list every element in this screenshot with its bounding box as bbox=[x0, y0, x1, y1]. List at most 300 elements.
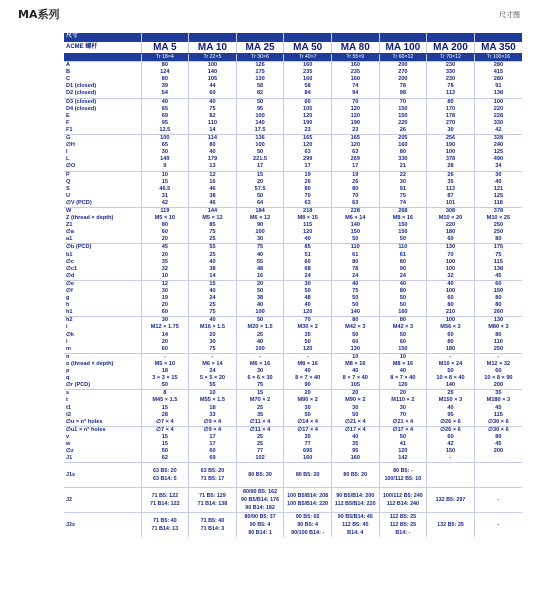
table-cell: 695 bbox=[284, 448, 332, 455]
table-cell: 45 bbox=[474, 273, 522, 281]
table-row bbox=[64, 62, 522, 70]
table-cell: M16 × 1.5 bbox=[189, 324, 237, 331]
table-cell: 30 bbox=[236, 368, 284, 375]
row-label: h1 bbox=[66, 309, 73, 316]
table-cell: 45 bbox=[141, 244, 189, 252]
table-cell: ∅21 × 4 bbox=[331, 419, 379, 427]
table-cell: 40 bbox=[379, 368, 427, 375]
table-cell: M8 × 16 bbox=[379, 361, 427, 368]
table-cell: ∅7 × 4 bbox=[141, 419, 189, 427]
header-row bbox=[64, 33, 522, 42]
table-cell: 78 bbox=[331, 266, 379, 273]
table-cell: 115 bbox=[284, 222, 332, 229]
table-cell: 50 bbox=[331, 332, 379, 339]
table-cell: ∅9 × 4 bbox=[189, 426, 237, 434]
table-cell: 30 bbox=[284, 405, 332, 412]
table-cell: 250 bbox=[474, 222, 522, 229]
table-cell: M5 × 10 bbox=[141, 215, 189, 222]
table-cell: 230 bbox=[427, 62, 475, 70]
table-cell: 80 B5: 20 bbox=[284, 463, 332, 488]
table-cell: M10 × 25 bbox=[474, 215, 522, 222]
table-cell: 330 bbox=[474, 120, 522, 127]
row-label: Q bbox=[66, 178, 71, 185]
table-cell: 75 bbox=[236, 382, 284, 390]
table-cell: 100 bbox=[427, 149, 475, 156]
table-cell: 45 bbox=[474, 441, 522, 448]
table-row bbox=[64, 193, 522, 200]
table-cell: 230 bbox=[427, 76, 475, 83]
row-label: ∅b (PCD) bbox=[64, 244, 141, 252]
table-cell: 74 bbox=[331, 83, 379, 90]
table-cell: 26 bbox=[427, 171, 475, 179]
table-cell: 22 bbox=[379, 171, 427, 179]
table-cell: 30 bbox=[189, 339, 237, 346]
table-cell: 110 bbox=[189, 120, 237, 127]
table-row bbox=[64, 163, 522, 171]
table-cell: 235 bbox=[331, 69, 379, 76]
row-label: n bbox=[64, 353, 141, 361]
row-label: h bbox=[66, 302, 70, 309]
table-cell: 140 bbox=[236, 120, 284, 127]
table-cell: 140 bbox=[331, 222, 379, 229]
table-cell: 40 bbox=[284, 236, 332, 244]
table-cell: - bbox=[141, 353, 189, 361]
table-cell: M70 × 2 bbox=[236, 397, 284, 404]
table-cell: 80 bbox=[474, 332, 522, 339]
table-cell: 80 B5: 20 bbox=[331, 463, 379, 488]
table-cell: 35 bbox=[331, 441, 379, 448]
row-label: q bbox=[66, 375, 70, 382]
table-cell: 14 bbox=[189, 273, 237, 281]
table-cell: 10 bbox=[379, 353, 427, 361]
table-cell: 160 bbox=[284, 62, 332, 70]
table-cell: 60 bbox=[474, 368, 522, 375]
header-cell bbox=[379, 33, 427, 42]
table-cell: 378 bbox=[427, 156, 475, 163]
table-cell: 50 bbox=[331, 302, 379, 309]
table-cell: 130 bbox=[331, 346, 379, 354]
table-cell: 250 bbox=[474, 229, 522, 236]
table-row bbox=[64, 222, 522, 229]
table-cell: 120 bbox=[379, 448, 427, 455]
row-label: G bbox=[64, 135, 141, 143]
table-cell: 84 bbox=[284, 90, 332, 98]
header-cell bbox=[331, 33, 379, 42]
table-cell: 60 bbox=[427, 434, 475, 441]
table-cell: 55 bbox=[236, 259, 284, 266]
table-cell: 16 bbox=[236, 273, 284, 281]
table-cell: 85 bbox=[189, 222, 237, 229]
table-cell: 200 bbox=[474, 448, 522, 455]
table-cell: 80 bbox=[331, 259, 379, 266]
table-cell: 160 bbox=[284, 455, 332, 463]
table-cell: 60 bbox=[379, 339, 427, 346]
table-cell: 120 bbox=[284, 142, 332, 149]
table-cell: 120 bbox=[331, 113, 379, 120]
table-cell: 38 bbox=[189, 266, 237, 273]
table-cell: M45 × 1.5 bbox=[141, 397, 189, 404]
table-cell: 38 bbox=[236, 295, 284, 302]
table-row-tall bbox=[64, 463, 522, 488]
table-cell: 269 bbox=[331, 156, 379, 163]
table-cell: 17 bbox=[189, 434, 237, 441]
table-cell: 175 bbox=[236, 69, 284, 76]
table-cell: 328 bbox=[474, 135, 522, 143]
row-label: J1s bbox=[64, 463, 141, 488]
row-label: p bbox=[66, 368, 70, 375]
table-cell: 235 bbox=[284, 69, 332, 76]
table-cell: 299 bbox=[284, 156, 332, 163]
table-row bbox=[64, 259, 522, 266]
table-cell: M90 × 2 bbox=[331, 397, 379, 404]
table-cell: 19 bbox=[331, 171, 379, 179]
table-cell: 119 bbox=[141, 207, 189, 215]
table-cell: 40 bbox=[427, 280, 475, 288]
table-cell: 60 bbox=[141, 346, 189, 354]
row-label: ∅u × n° holes bbox=[66, 418, 103, 425]
table-cell: 112 B5: 25 112 B5: 25 B14: - bbox=[379, 513, 427, 538]
table-cell: 113 bbox=[427, 186, 475, 193]
table-row bbox=[64, 215, 522, 222]
table-cell: 24 bbox=[331, 273, 379, 281]
row-label: ∅V (PCD) bbox=[66, 199, 92, 206]
table-cell: 100/112 B5: 240 112 B14: 240 bbox=[379, 488, 427, 513]
row-label: a1 bbox=[66, 236, 73, 243]
table-row bbox=[64, 397, 522, 404]
table-row bbox=[64, 179, 522, 186]
row-label: ∅a bbox=[66, 229, 74, 236]
table-cell: 54 bbox=[141, 90, 189, 98]
table-cell: 24 bbox=[189, 368, 237, 375]
table-cell: 25 bbox=[189, 252, 237, 259]
table-row bbox=[64, 83, 522, 90]
page-title: MA系列 bbox=[18, 8, 60, 21]
thread-spec: Tr 40×7 bbox=[284, 54, 332, 62]
table-row bbox=[64, 390, 522, 398]
table-row bbox=[64, 207, 522, 215]
table-cell: 20 bbox=[236, 280, 284, 288]
table-cell: 42 bbox=[141, 200, 189, 208]
table-cell: 60 bbox=[427, 295, 475, 302]
table-cell: 200 bbox=[379, 62, 427, 70]
table-cell: 140 bbox=[331, 309, 379, 317]
table-cell: 23 bbox=[331, 127, 379, 135]
table-cell: 40 bbox=[331, 434, 379, 441]
table-row bbox=[64, 375, 522, 382]
table-cell: ∅17 × 4 bbox=[331, 426, 379, 434]
table-cell: 150 bbox=[379, 222, 427, 229]
table-cell: 80 bbox=[379, 149, 427, 156]
table-cell: 95 bbox=[236, 106, 284, 113]
table-cell: ∅7 × 4 bbox=[141, 426, 189, 434]
row-label: v bbox=[66, 433, 70, 440]
table-cell: ∅17 × 4 bbox=[379, 426, 427, 434]
table-cell: 190 bbox=[284, 120, 332, 127]
table-cell: 10 × 8 × 90 bbox=[474, 375, 522, 382]
table-cell: ∅17 × 4 bbox=[284, 426, 332, 434]
table-cell: 50 bbox=[284, 288, 332, 295]
table-cell: 50 bbox=[236, 193, 284, 200]
row-label: ∅O bbox=[66, 163, 76, 170]
row-label: o (thread × depth) bbox=[66, 360, 114, 367]
table-cell: 30 bbox=[379, 405, 427, 412]
table-cell: 80 bbox=[141, 222, 189, 229]
table-cell: M5 × 10 bbox=[141, 361, 189, 368]
table-cell: 160 bbox=[331, 455, 379, 463]
row-label: l bbox=[66, 338, 68, 345]
row-label: ∅c bbox=[66, 258, 74, 265]
table-cell: 60 bbox=[474, 280, 522, 288]
table-cell: 12.5 bbox=[141, 127, 189, 135]
table-cell: 40 bbox=[474, 179, 522, 186]
table-cell: ∅26 × 6 bbox=[427, 426, 475, 434]
table-row bbox=[64, 455, 522, 463]
table-cell: 75 bbox=[474, 252, 522, 259]
table-row bbox=[64, 236, 522, 244]
table-cell: 30 bbox=[141, 149, 189, 156]
table-cell: 44 bbox=[189, 83, 237, 90]
table-cell: 75 bbox=[189, 106, 237, 113]
table-cell: 45 bbox=[474, 405, 522, 412]
table-cell: 50 bbox=[236, 288, 284, 295]
row-label: ∅c1 bbox=[66, 265, 78, 272]
table-cell: 80 bbox=[427, 98, 475, 106]
table-cell: 25 bbox=[427, 390, 475, 398]
table-cell: 6 × 6 × 30 bbox=[236, 375, 284, 382]
row-label: t1 bbox=[66, 404, 71, 411]
model-name: MA 350 bbox=[474, 42, 522, 54]
table-cell: 26 bbox=[379, 127, 427, 135]
table-cell: M6 × 14 bbox=[331, 215, 379, 222]
table-cell: 102 bbox=[236, 455, 284, 463]
table-cell: 69 bbox=[189, 455, 237, 463]
table-cell: 8 × 7 × 40 bbox=[331, 375, 379, 382]
table-cell: M42 × 3 bbox=[331, 324, 379, 331]
table-cell: 60 bbox=[189, 448, 237, 455]
table-cell: 30 bbox=[236, 236, 284, 244]
table-cell: 15 bbox=[236, 390, 284, 398]
table-cell: 75 bbox=[189, 346, 237, 354]
table-cell bbox=[474, 463, 522, 488]
table-cell: 100 bbox=[427, 259, 475, 266]
table-cell: 8 bbox=[141, 390, 189, 398]
header-cell bbox=[474, 33, 522, 42]
table-cell: 50 bbox=[379, 236, 427, 244]
table-cell: 82 bbox=[236, 90, 284, 98]
table-cell: 40 bbox=[189, 317, 237, 325]
table-cell: 25 bbox=[236, 441, 284, 448]
table-cell: 120 bbox=[284, 346, 332, 354]
table-cell: 125 bbox=[474, 193, 522, 200]
table-cell: 170 bbox=[427, 106, 475, 113]
table-row bbox=[64, 324, 522, 331]
table-cell: 120 bbox=[331, 106, 379, 113]
table-cell: 280 bbox=[474, 62, 522, 70]
row-label: F bbox=[66, 119, 70, 126]
model-name: MA 100 bbox=[379, 42, 427, 54]
header-cell bbox=[141, 33, 189, 42]
table-cell: 100 bbox=[474, 98, 522, 106]
model-name: MA 25 bbox=[236, 42, 284, 54]
table-cell: 160 bbox=[331, 76, 379, 83]
table-cell: 138 bbox=[474, 90, 522, 98]
table-cell: 268 bbox=[379, 207, 427, 215]
table-cell: 105 bbox=[331, 382, 379, 390]
table-cell: M8 × 16 bbox=[284, 361, 332, 368]
table-cell: 35 bbox=[284, 332, 332, 339]
table-row bbox=[64, 295, 522, 302]
table-cell bbox=[474, 455, 522, 463]
table-cell: 124 bbox=[141, 69, 189, 76]
table-cell: 8 × 7 × 40 bbox=[379, 375, 427, 382]
table-cell: 78 bbox=[427, 83, 475, 90]
row-label: g bbox=[66, 295, 70, 302]
table-cell: 16 bbox=[189, 179, 237, 186]
table-cell: 221.5 bbox=[236, 156, 284, 163]
table-cell: 180 bbox=[427, 229, 475, 236]
table-cell: 165 bbox=[331, 135, 379, 143]
table-cell: 100 bbox=[236, 142, 284, 149]
table-cell: 80 bbox=[379, 288, 427, 295]
table-cell: 40 bbox=[331, 368, 379, 375]
model-row bbox=[64, 42, 522, 54]
table-cell: 50 bbox=[236, 98, 284, 106]
table-cell: M6 × 14 bbox=[189, 361, 237, 368]
row-label: L bbox=[66, 156, 70, 163]
table-cell: 100 bbox=[236, 229, 284, 236]
table-cell: 30 bbox=[284, 280, 332, 288]
table-cell: 10 bbox=[331, 353, 379, 361]
thread-spec: Tr 70×12 bbox=[427, 54, 475, 62]
table-cell: - bbox=[284, 353, 332, 361]
table-row bbox=[64, 266, 522, 273]
row-label: Z1 bbox=[66, 222, 73, 229]
table-cell: 70 bbox=[379, 98, 427, 106]
table-cell: 48 bbox=[236, 266, 284, 273]
table-cell: 100 bbox=[427, 266, 475, 273]
table-cell: 130 bbox=[236, 76, 284, 83]
table-cell: 150 bbox=[427, 448, 475, 455]
table-cell: 40 bbox=[236, 339, 284, 346]
row-label: W bbox=[64, 207, 141, 215]
table-cell: 80 bbox=[331, 186, 379, 193]
table-cell: 50 bbox=[379, 295, 427, 302]
table-cell: 26 bbox=[331, 179, 379, 186]
table-cell: 63 B5: 20 71 B5: 17 bbox=[189, 463, 237, 488]
row-label: ∅e bbox=[64, 280, 141, 288]
row-label: ∅u1 × n° holes bbox=[64, 426, 141, 434]
row-label: ∅k bbox=[66, 331, 74, 338]
table-cell: 80 bbox=[141, 76, 189, 83]
table-cell: 31 bbox=[141, 193, 189, 200]
table-cell: 149 bbox=[141, 156, 189, 163]
table-row bbox=[64, 368, 522, 375]
table-cell: M110 × 2 bbox=[379, 397, 427, 404]
table-cell: 50 bbox=[236, 149, 284, 156]
table-cell: 90 bbox=[236, 222, 284, 229]
table-cell: 20 bbox=[141, 236, 189, 244]
table-cell: 42 bbox=[427, 441, 475, 448]
table-cell: 378 bbox=[474, 207, 522, 215]
table-cell: 20 bbox=[236, 179, 284, 186]
table-cell: 48 bbox=[284, 295, 332, 302]
table-cell: 5 × 5 × 20 bbox=[189, 375, 237, 382]
table-cell: 50 bbox=[331, 295, 379, 302]
table-cell: 70 bbox=[331, 98, 379, 106]
table-cell: 98 bbox=[379, 90, 427, 98]
table-cell: 126 bbox=[236, 62, 284, 70]
table-row bbox=[64, 448, 522, 455]
table-cell: 490 bbox=[474, 156, 522, 163]
table-cell: 60 bbox=[284, 98, 332, 106]
table-row bbox=[64, 149, 522, 156]
table-cell: 115 bbox=[474, 259, 522, 266]
table-cell: 64 bbox=[236, 200, 284, 208]
table-cell: 20 bbox=[141, 252, 189, 259]
row-label: J2 bbox=[64, 488, 141, 513]
table-cell: 114 bbox=[189, 135, 237, 143]
table-cell: 65 bbox=[141, 142, 189, 149]
table-cell: 12 bbox=[141, 280, 189, 288]
table-cell: M55 × 1.5 bbox=[189, 397, 237, 404]
table-row bbox=[64, 309, 522, 317]
table-cell: M10 × 20 bbox=[427, 215, 475, 222]
row-label: w bbox=[66, 440, 71, 447]
table-cell: ∅30 × 6 bbox=[474, 426, 522, 434]
table-cell: 160 bbox=[284, 76, 332, 83]
table-cell: 75 bbox=[189, 229, 237, 236]
table-cell: 160 bbox=[331, 62, 379, 70]
table-cell: 21 bbox=[379, 163, 427, 171]
row-label: m bbox=[66, 345, 71, 352]
table-row bbox=[64, 361, 522, 368]
table-cell: 40 bbox=[236, 302, 284, 309]
table-cell: - bbox=[427, 455, 475, 463]
table-cell: 40 bbox=[427, 405, 475, 412]
table-cell: 110 bbox=[474, 339, 522, 346]
table-cell: 184 bbox=[236, 207, 284, 215]
table-cell: 150 bbox=[331, 229, 379, 236]
thread-spec: Tr 100×16 bbox=[474, 54, 522, 62]
table-cell: 63 B5: 20 63 B14: 5 bbox=[141, 463, 189, 488]
table-row bbox=[64, 113, 522, 120]
thread-spec: Tr 18×4 bbox=[141, 54, 189, 62]
table-cell: 50 bbox=[141, 382, 189, 390]
table-row bbox=[64, 288, 522, 295]
table-cell: 218 bbox=[284, 207, 332, 215]
table-row bbox=[64, 273, 522, 281]
table-cell: 132 B5: 297 bbox=[427, 488, 475, 513]
table-cell: 30 bbox=[141, 288, 189, 295]
table-cell: 80 bbox=[427, 339, 475, 346]
table-cell: 61 bbox=[331, 252, 379, 259]
row-label: t bbox=[66, 397, 68, 404]
table-cell: 256 bbox=[427, 135, 475, 143]
table-cell bbox=[427, 463, 475, 488]
table-cell: 10 × 8 × 40 bbox=[427, 375, 475, 382]
row-label: F1 bbox=[66, 126, 73, 133]
table-row bbox=[64, 244, 522, 252]
table-cell: 17 bbox=[189, 441, 237, 448]
model-name: MA 50 bbox=[284, 42, 332, 54]
table-cell: 23 bbox=[284, 127, 332, 135]
thread-spec: Tr 55×9 bbox=[331, 54, 379, 62]
row-label: A bbox=[64, 62, 141, 70]
table-cell: 120 bbox=[331, 142, 379, 149]
table-cell: 180 bbox=[427, 346, 475, 354]
table-cell: 90 bbox=[379, 266, 427, 273]
table-cell: - bbox=[189, 353, 237, 361]
